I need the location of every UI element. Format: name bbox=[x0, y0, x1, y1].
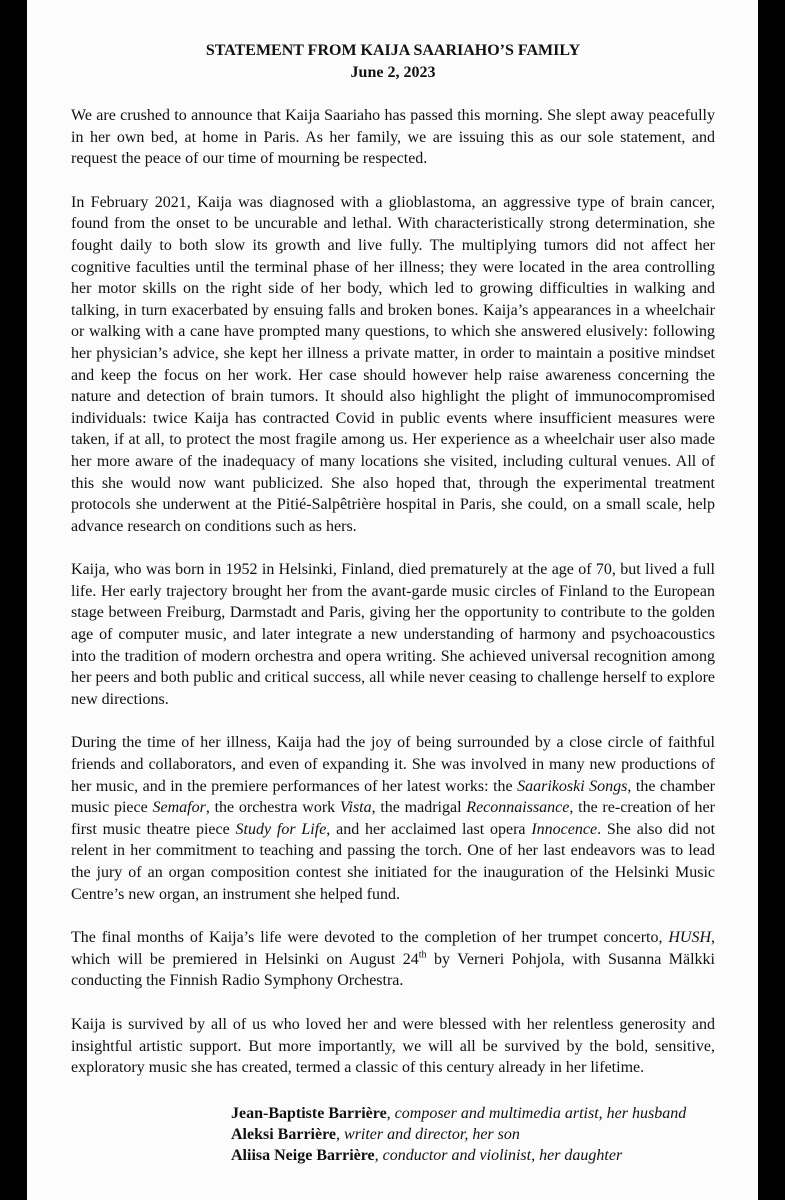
work-title: Saarikoski Songs bbox=[517, 777, 628, 795]
document-header bbox=[71, 40, 715, 84]
signature-line bbox=[231, 1124, 715, 1145]
text-segment: , the madrigal bbox=[371, 799, 467, 817]
document-title: STATEMENT FROM KAIJA SAARIAHO’S FAMILY bbox=[205, 42, 581, 59]
signatory-name: Aliisa Neige Barrière bbox=[231, 1146, 375, 1164]
paragraph-announcement: We are crushed to announce that Kaija Saariaho has passed this morning. She slept away peacefully in her own bed, at home in Paris. As her family, we are issuing this as our sole statement, and request the peace of our time of mourning be respected. bbox=[71, 107, 715, 168]
text-segment: , the re-creation of her first music theatre piece bbox=[71, 799, 715, 838]
text-segment: . She also did not relent in her commitment to teaching and passing the torch. One of her last endeavors was to lead the jury of an organ composition contest she initiated for the inauguration of the Helsinki Music Centre’s new organ, an instrument she helped fund. bbox=[71, 820, 716, 903]
document-date: June 2, 2023 bbox=[350, 64, 436, 81]
paragraph-final-months bbox=[71, 927, 715, 992]
text-segment: The final months of Kaija’s life were devoted to the completion of her trumpet concerto, bbox=[71, 929, 669, 947]
work-title: Study for Life bbox=[235, 820, 327, 838]
work-title: Reconnaissance bbox=[466, 799, 570, 817]
signature-block bbox=[231, 1103, 715, 1166]
signatory-role: , writer and director, her son bbox=[336, 1125, 520, 1143]
signatory-role: , conductor and violinist, her daughter bbox=[374, 1146, 623, 1164]
signatory-role: , composer and multimedia artist, her husband bbox=[386, 1104, 687, 1122]
work-title: Vista bbox=[339, 799, 372, 817]
signature-line bbox=[231, 1145, 715, 1166]
ordinal-suffix: th bbox=[418, 949, 427, 961]
text-segment: , and her acclaimed last opera bbox=[326, 820, 532, 838]
paragraph-biography: Kaija, who was born in 1952 in Helsinki, Finland, died prematurely at the age of 70, but lived a full life. Her early trajectory brought her from the avant-garde music circles of Finland to the European stage between Freiburg, Darmstadt and Paris, giving her the opportunity to contribute to the golden age of computer music, and later integrate a new understanding of harmony and psychoacoustics into the tradition of modern orchestra and opera writing. She achieved universal recognition among her peers and both public and critical success, all while never ceasing to challenge herself to explore new directions. bbox=[71, 561, 715, 708]
text-segment: by Verneri Pohjola, with Susanna Mälkki conducting the Finnish Radio Symphony Orchestra. bbox=[71, 950, 715, 990]
paragraph-illness: In February 2021, Kaija was diagnosed with a glioblastoma, an aggressive type of brain cancer, found from the onset to be uncurable and lethal. With characteristically strong determination, she fought daily to both slow its growth and live fully. The multiplying tumors did not affect her cognitive faculties until the terminal phase of her illness; they were located in the area controlling her motor skills on the right side of her body, which led to growing difficulties in walking and talking, in turn exacerbated by ensuing falls and broken bones. Kaija’s appearances in a wheelchair or walking with a cane have prompted many questions, to which she answered elusively: following her physician’s advice, she kept her illness a private matter, in order to maintain a positive mindset and keep the focus on her work. Her case should however help raise awareness concerning the nature and detection of brain tumors. It should also highlight the plight of immunocompromised individuals: twice Kaija has contracted Covid in public events where insufficient measures were taken, if at all, to protect the most fragile among us. Her experience as a wheelchair user also made her more aware of the inadequacy of many locations she visited, including cultural venues. All of this she would now want publicized. She also hoped that, through the experimental treatment protocols she underwent at the Pitié-Salpêtrière hospital in Paris, she could, on a small scale, help advance research on conditions such as hers. bbox=[71, 193, 715, 535]
text-segment: , the orchestra work bbox=[205, 799, 340, 817]
text-segment: During the time of her illness, Kaija had the joy of being surrounded by a close circle of faithful friends and collaborators, and even of expanding it. She was involved in many new productions of her music, and in the premiere performances of her latest works: the bbox=[71, 734, 715, 795]
document-page bbox=[27, 0, 758, 1200]
text-segment: , the chamber music piece bbox=[71, 777, 716, 817]
signatory-name: Aleksi Barrière bbox=[231, 1125, 337, 1143]
work-title: Semafor bbox=[152, 799, 206, 817]
text-segment: , which will be premiered in Helsinki on August 24 bbox=[71, 929, 715, 968]
work-title: HUSH bbox=[668, 929, 711, 947]
signatory-name: Jean-Baptiste Barrière bbox=[231, 1104, 387, 1122]
work-title: Innocence bbox=[531, 820, 598, 838]
signature-line bbox=[231, 1103, 715, 1124]
paragraph-late-works bbox=[71, 732, 715, 905]
paragraph-survived: Kaija is survived by all of us who loved her and were blessed with her relentless generosity and insightful artistic support. But more importantly, we will all be survived by the bold, sensitive, exploratory music she has created, termed a classic of this century already in her lifetime. bbox=[71, 1015, 715, 1077]
